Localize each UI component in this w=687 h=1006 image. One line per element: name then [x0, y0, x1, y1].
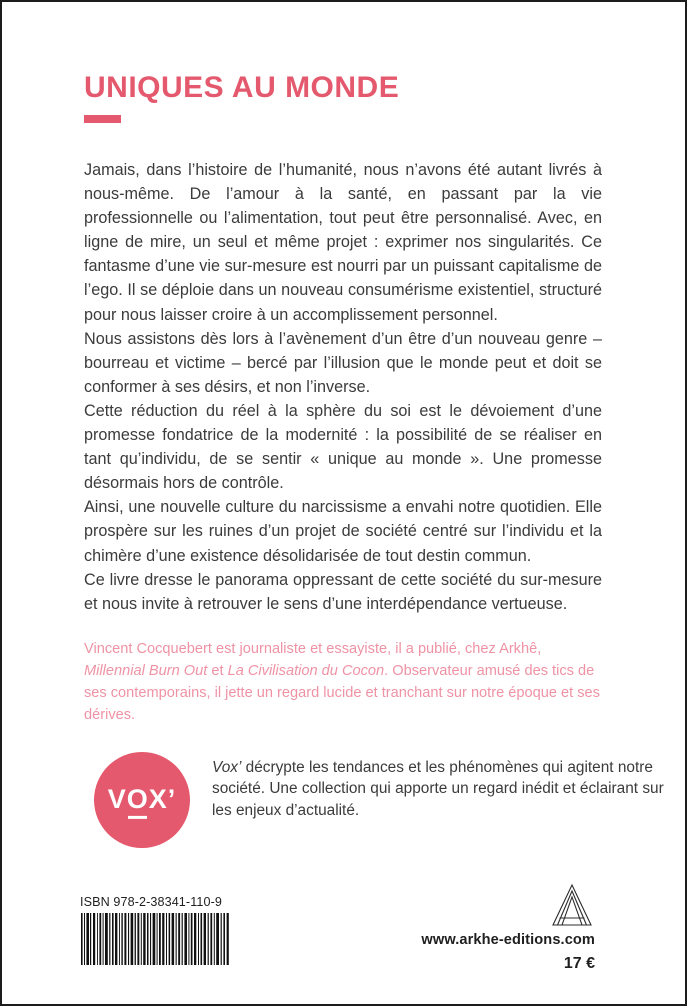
author-bio-part-2: . Observateur amusé des tics de ses contemporains, il jette un regard lucide et tranchant sur notre époque et ses dérives. — [84, 663, 600, 723]
isbn-number: ISBN 978-2-38341-110-9 — [80, 895, 222, 909]
author-work-title-2: La Civilisation du Cocon — [227, 663, 385, 679]
price-label: 17 € — [563, 955, 595, 972]
blurb-paragraph-3: Cette réduction du réel à la sphère du soi est le dévoiement d’une promesse fondatrice de la modernité : la possibilité de se réaliser en tant qu’individu, de se sentir « unique au monde ». Une promesse désormais hors de contrôle. — [84, 401, 602, 493]
author-work-title-1: Millennial Burn Out — [84, 663, 208, 679]
barcode-image — [80, 913, 230, 965]
blurb-paragraph-5: Ce livre dresse le panorama oppressant de cette société du sur-mesure et nous invite à retrouver le sens d’une interdépendance vertueuse. — [84, 570, 602, 613]
isbn-area — [80, 895, 230, 965]
vox-logo-letter-x: X’ — [148, 783, 177, 814]
vox-logo-letter-o: O — [126, 783, 149, 814]
blurb-paragraph-1: Jamais, dans l’histoire de l’humanité, nous n’avons été autant livrés à nous-même. De l’amour à la santé, en passant par la vie professionnelle ou l’alimentation, tout peut être personnalisé. Avec, en ligne de mire, un seul et même projet : exprimer nos singularités. Ce fantasme d’une vie sur-mesure est nourri par un puissant capitalisme de l’ego. Il se déploie dans un nouveau consumérisme existentiel, structuré pour nous laisser croire à un accomplissement personnel. — [84, 161, 602, 324]
title-underline-rule — [84, 115, 121, 123]
publisher-block — [375, 882, 595, 973]
blurb-paragraph-4: Ainsi, une nouvelle culture du narcissisme a envahi notre quotidien. Elle prospère sur les ruines d’un projet de société centré sur l’individu et la chimère d’une existence désolidarisée de tout destin commun. — [84, 498, 602, 565]
collection-description — [212, 757, 685, 821]
author-biography — [84, 638, 602, 726]
collection-block — [94, 752, 685, 848]
author-bio-separator: et — [207, 663, 228, 679]
page-title: UNIQUES AU MONDE — [84, 71, 400, 104]
publisher-website[interactable]: www.arkhe-editions.com — [421, 932, 595, 948]
vox-logo-letter-v: V — [107, 783, 127, 814]
blurb-text — [84, 158, 602, 616]
vox-logo-wordmark — [94, 784, 190, 815]
collection-description-text: décrypte les tendances et les phénomènes qui agitent notre société. Une collection qui apporte un regard inédit et éclairant sur les enjeux d’actualité. — [212, 759, 664, 819]
arkhe-a-logo-icon — [549, 882, 595, 928]
title-block — [84, 72, 604, 123]
author-bio-part-1: Vincent Cocquebert est journaliste et essayiste, il a publié, chez Arkhê, — [84, 641, 542, 657]
blurb-paragraph-2: Nous assistons dès lors à l’avènement d’un être d’un nouveau genre – bourreau et victime – bercé par l’illusion que le monde peut et doit se conformer à ses désirs, et non l’inverse. — [84, 329, 602, 396]
collection-name-inline: Vox’ — [212, 759, 242, 776]
vox-collection-logo — [94, 752, 190, 848]
